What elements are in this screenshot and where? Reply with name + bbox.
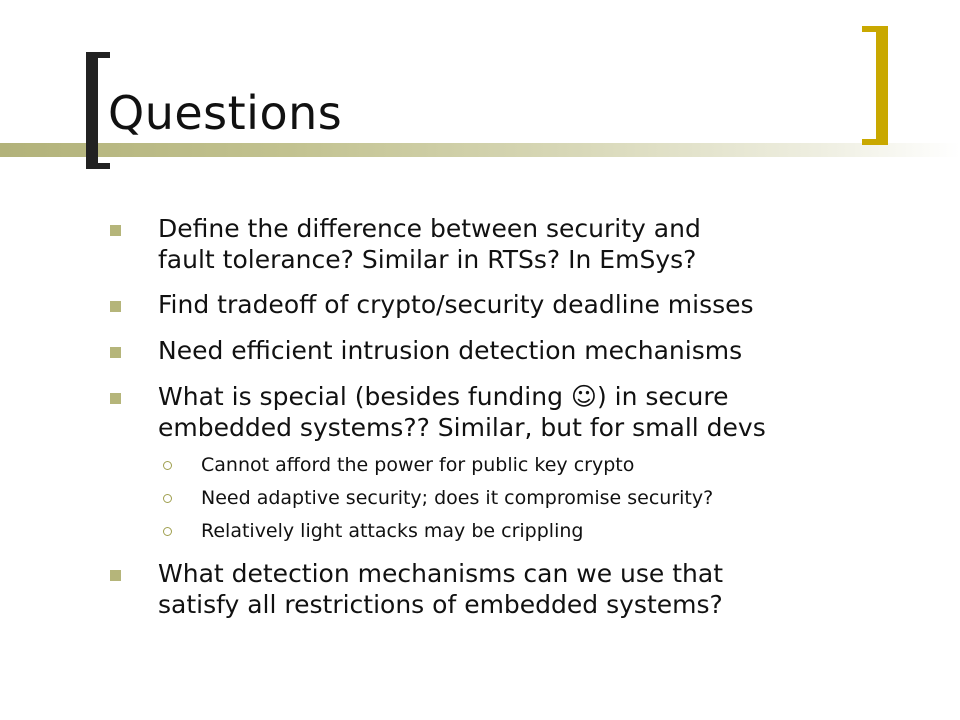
bullet-item-1 xyxy=(158,213,918,275)
bullet-line: Need efficient intrusion detection mechanisms xyxy=(158,336,743,365)
bullet-marker-icon xyxy=(110,225,121,236)
bullet-line: embedded systems?? Similar, but for small devs xyxy=(158,413,766,442)
bullet-line: Define the difference between security and xyxy=(158,214,701,243)
bullet-line: Find tradeoff of crypto/security deadline misses xyxy=(158,290,754,319)
bullet-item-3 xyxy=(158,335,918,366)
slide-title: Questions xyxy=(108,86,343,140)
bullet-line: satisfy all restrictions of embedded systems? xyxy=(158,590,723,619)
bullet-marker-icon xyxy=(110,301,121,312)
sub-bullet-item: Cannot afford the power for public key crypto xyxy=(201,454,635,476)
bullet-line: What detection mechanisms can we use that xyxy=(158,559,724,588)
bullet-marker-icon xyxy=(110,347,121,358)
bullet-item-2 xyxy=(158,289,918,320)
bullet-item-4 xyxy=(158,381,918,443)
sub-bullet-marker-icon xyxy=(163,527,172,536)
sub-bullet-marker-icon xyxy=(163,494,172,503)
sub-bullet-marker-icon xyxy=(163,461,172,470)
bullet-marker-icon xyxy=(110,570,121,581)
bullet-marker-icon xyxy=(110,393,121,404)
bullet-line: fault tolerance? Similar in RTSs? In EmSys? xyxy=(158,245,697,274)
sub-bullet-item: Relatively light attacks may be crippling xyxy=(201,520,584,542)
bullet-line: What is special (besides funding ☺) in secure xyxy=(158,382,729,411)
sub-bullet-item: Need adaptive security; does it compromise security? xyxy=(201,487,714,509)
bullet-item-5 xyxy=(158,558,918,620)
